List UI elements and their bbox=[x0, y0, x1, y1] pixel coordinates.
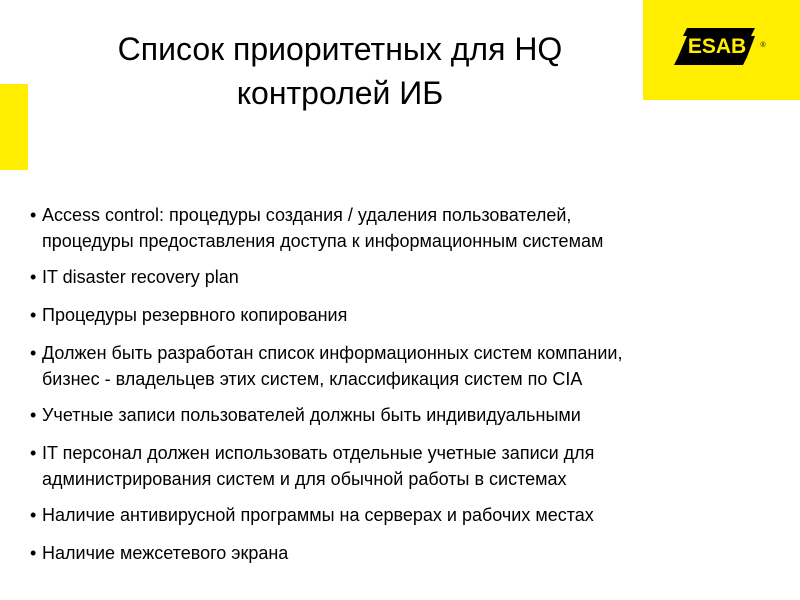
bullet-item bbox=[28, 264, 788, 290]
bullet-item bbox=[28, 302, 788, 328]
bullet-item bbox=[28, 402, 788, 428]
bullet-item bbox=[28, 502, 788, 528]
bullet-item bbox=[28, 340, 788, 392]
bullet-list bbox=[28, 202, 788, 566]
bullet-line: • Должен быть разработан список информационных систем компании, bbox=[42, 343, 623, 363]
bullet-line: процедуры предоставления доступа к информационным системам bbox=[42, 231, 604, 251]
bullet-item bbox=[28, 540, 788, 566]
esab-logo bbox=[643, 0, 800, 100]
logo-registered-mark: ® bbox=[760, 42, 766, 49]
bullet-line: • Процедуры резервного копирования bbox=[42, 305, 348, 325]
bullet-line: бизнес - владельцев этих систем, классификация систем по CIA bbox=[42, 369, 583, 389]
slide-title-line-2: контролей ИБ bbox=[236, 75, 444, 111]
logo-text: ESAB bbox=[687, 35, 747, 58]
accent-bar bbox=[0, 84, 28, 170]
bullet-line: • Access control: процедуры создания / удаления пользователей, bbox=[42, 205, 572, 225]
slide-title bbox=[40, 27, 640, 115]
bullet-item bbox=[28, 202, 788, 254]
bullet-line: • IT персонал должен использовать отдельные учетные записи для bbox=[42, 443, 595, 463]
bullet-line: • Учетные записи пользователей должны быть индивидуальными bbox=[42, 405, 581, 425]
bullet-item bbox=[28, 440, 788, 492]
bullet-line: • Наличие межсетевого экрана bbox=[42, 543, 289, 563]
bullet-line: • Наличие антивирусной программы на серверах и рабочих местах bbox=[42, 505, 594, 525]
logo-panel bbox=[643, 0, 800, 100]
bullet-line: администрирования систем и для обычной работы в системах bbox=[42, 469, 567, 489]
slide-title-line-1: Список приоритетных для HQ bbox=[117, 31, 563, 67]
bullet-line: • IT disaster recovery plan bbox=[42, 267, 239, 287]
